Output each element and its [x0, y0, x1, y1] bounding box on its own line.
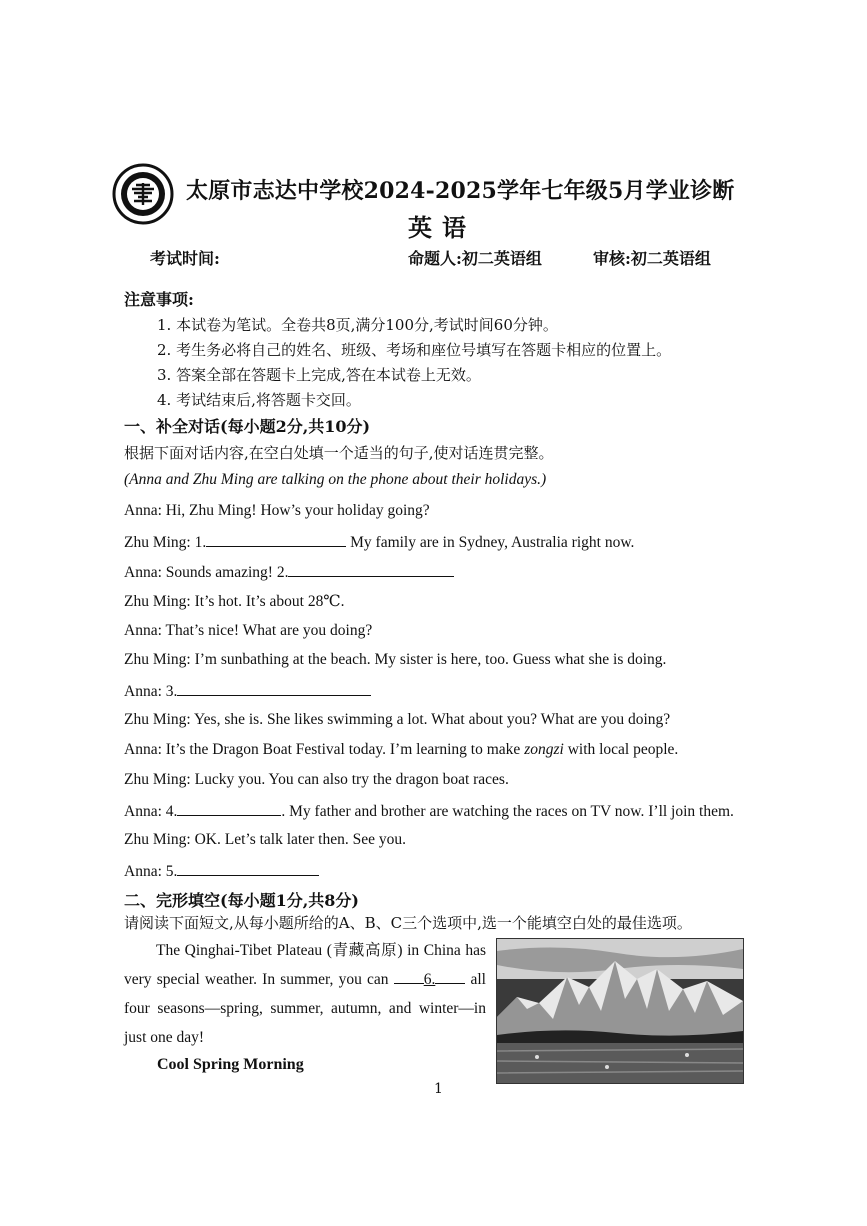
answer-blank-5[interactable] [177, 861, 319, 876]
dialogue-text-italic: zongzi [524, 741, 564, 758]
exam-subject: 英语 [408, 213, 476, 242]
notice-item: 2. 考生务必将自己的姓名、班级、考场和座位号填写在答题卡相应的位置上。 [157, 341, 672, 359]
answer-blank-4[interactable] [177, 801, 281, 816]
answer-blank-2[interactable] [288, 562, 454, 577]
cloze-blank-6[interactable]: 6. [423, 971, 436, 988]
dialogue-line [124, 741, 678, 759]
dialogue-line [124, 681, 371, 701]
cloze-blank-post[interactable] [435, 969, 465, 984]
dialogue-line: Zhu Ming: OK. Let’s talk later then. See you. [124, 831, 406, 848]
notice-item: 4. 考试结束后,将答题卡交回。 [157, 391, 361, 409]
exam-reviewer: 审核:初二英语组 [593, 249, 711, 268]
cloze-blank-pre[interactable] [394, 969, 424, 984]
dialogue-line [124, 532, 634, 552]
cloze-sub-heading: Cool Spring Morning [157, 1056, 304, 1073]
dialogue-line: Anna: That’s nice! What are you doing? [124, 622, 373, 639]
notice-heading: 注意事项: [124, 290, 194, 309]
dialogue-line: Zhu Ming: I’m sunbathing at the beach. My sister is here, too. Guess what she is doing. [124, 651, 667, 668]
page-number: 1 [434, 1081, 443, 1097]
dialogue-line [124, 861, 319, 881]
school-logo [112, 163, 174, 225]
cloze-text: all four seasons—spring, summer, autumn, and winter—in just one day! [124, 971, 486, 1046]
answer-blank-1[interactable] [206, 532, 346, 547]
dialogue-line: Zhu Ming: It’s hot. It’s about 28℃. [124, 593, 345, 610]
exam-time-label: 考试时间: [150, 249, 220, 268]
section1-heading: 一、补全对话(每小题2分,共10分) [124, 417, 371, 436]
notice-item: 1. 本试卷为笔试。全卷共8页,满分100分,考试时间60分钟。 [157, 316, 558, 334]
dialogue-text: My family are in Sydney, Australia right now. [346, 534, 635, 551]
dialogue-text: Anna: It’s the Dragon Boat Festival today. I’m learning to make [124, 741, 525, 758]
section2-heading: 二、完形填空(每小题1分,共8分) [124, 891, 359, 910]
dialogue-line [124, 562, 454, 582]
dialogue-text: Anna: 4. [124, 803, 178, 820]
exam-title: 太原市志达中学校2024-2025学年七年级5月学业诊断 [186, 178, 735, 204]
dialogue-line: Zhu Ming: Lucky you. You can also try the dragon boat races. [124, 771, 509, 788]
exam-author: 命题人:初二英语组 [408, 249, 542, 268]
dialogue-text: Anna: 5. [124, 863, 178, 880]
section2-instruction: 请阅读下面短文,从每小题所给的A、B、C三个选项中,选一个能填空白处的最佳选项。 [124, 914, 692, 932]
dialogue-text: Anna: Sounds amazing! 2. [124, 564, 289, 581]
section1-instruction: 根据下面对话内容,在空白处填一个适当的句子,使对话连贯完整。 [124, 444, 554, 462]
plateau-photo [496, 938, 744, 1084]
notice-item: 3. 答案全部在答题卡上完成,答在本试卷上无效。 [157, 366, 481, 384]
dialogue-context: (Anna and Zhu Ming are talking on the phone about their holidays.) [124, 471, 547, 488]
dialogue-text: with local people. [563, 741, 679, 758]
cloze-text: The Qinghai-Tibet Plateau (青藏高原) in China has very special weather. In summer, you can [124, 942, 486, 988]
dialogue-text: Zhu Ming: 1. [124, 534, 207, 551]
dialogue-text: Anna: 3. [124, 683, 178, 700]
answer-blank-3[interactable] [177, 681, 371, 696]
dialogue-line: Zhu Ming: Yes, she is. She likes swimming a lot. What about you? What are you doing? [124, 711, 671, 728]
cloze-paragraph [124, 936, 486, 1052]
dialogue-text: . My father and brother are watching the races on TV now. I’ll join them. [281, 803, 734, 820]
dialogue-line: Anna: Hi, Zhu Ming! How’s your holiday going? [124, 502, 430, 519]
dialogue-line [124, 801, 734, 821]
